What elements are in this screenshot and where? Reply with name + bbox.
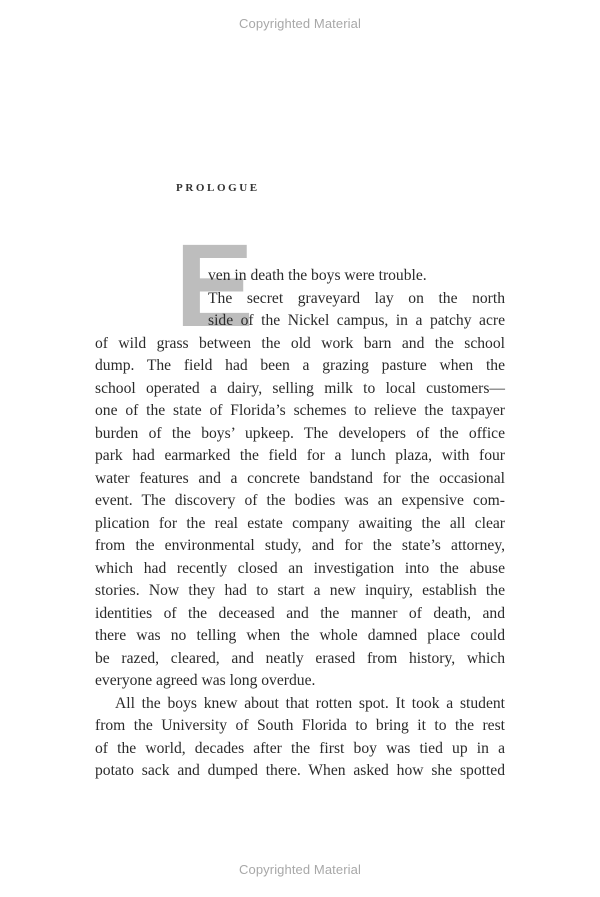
- text-line: school operated a dairy, selling milk to local customers—: [95, 379, 505, 397]
- text-line: side of the Nickel campus, in a patchy acre: [208, 312, 505, 329]
- text-line: everyone agreed was long overdue.: [95, 672, 316, 689]
- text-line: ven in death the boys were trouble.: [208, 267, 427, 284]
- text-line: plication for the real estate company awaiting the all clear: [95, 514, 505, 532]
- text-line: which had recently closed an investigation into the abuse: [95, 559, 505, 577]
- text-line: The secret graveyard lay on the north: [208, 289, 505, 307]
- text-line: one of the state of Florida’s schemes to relieve the taxpayer: [95, 402, 505, 419]
- text-line: potato sack and dumped there. When asked how she spotted: [95, 762, 505, 779]
- copyright-watermark-bottom: Copyrighted Material: [239, 862, 361, 877]
- text-line: of the world, decades after the first boy was tied up in a: [95, 739, 505, 757]
- copyright-watermark-top: Copyrighted Material: [239, 16, 361, 31]
- text-line: burden of the boys’ upkeep. The developers of the office: [95, 424, 505, 442]
- text-line: from the environmental study, and for the state’s attorney,: [95, 537, 505, 554]
- chapter-title: PROLOGUE: [176, 182, 260, 194]
- text-line: park had earmarked the field for a lunch plaza, with four: [95, 447, 505, 464]
- text-line: All the boys knew about that rotten spot. It took a student: [115, 694, 505, 712]
- text-line: identities of the deceased and the manner of death, and: [95, 604, 505, 622]
- body-text: [95, 265, 505, 783]
- text-line: water features and a concrete bandstand for the occasional: [95, 469, 505, 487]
- drop-cap-letter: E: [175, 220, 254, 352]
- text-line: from the University of South Florida to bring it to the rest: [95, 717, 505, 734]
- text-line: event. The discovery of the bodies was an expensive com-: [95, 492, 505, 509]
- text-line: stories. Now they had to start a new inquiry, establish the: [95, 582, 505, 599]
- text-line: dump. The field had been a grazing pasture when the: [95, 357, 505, 374]
- text-line: there was no telling when the whole damned place could: [95, 627, 505, 644]
- text-line: of wild grass between the old work barn and the school: [95, 334, 505, 352]
- text-line: be razed, cleared, and neatly erased from history, which: [95, 649, 505, 667]
